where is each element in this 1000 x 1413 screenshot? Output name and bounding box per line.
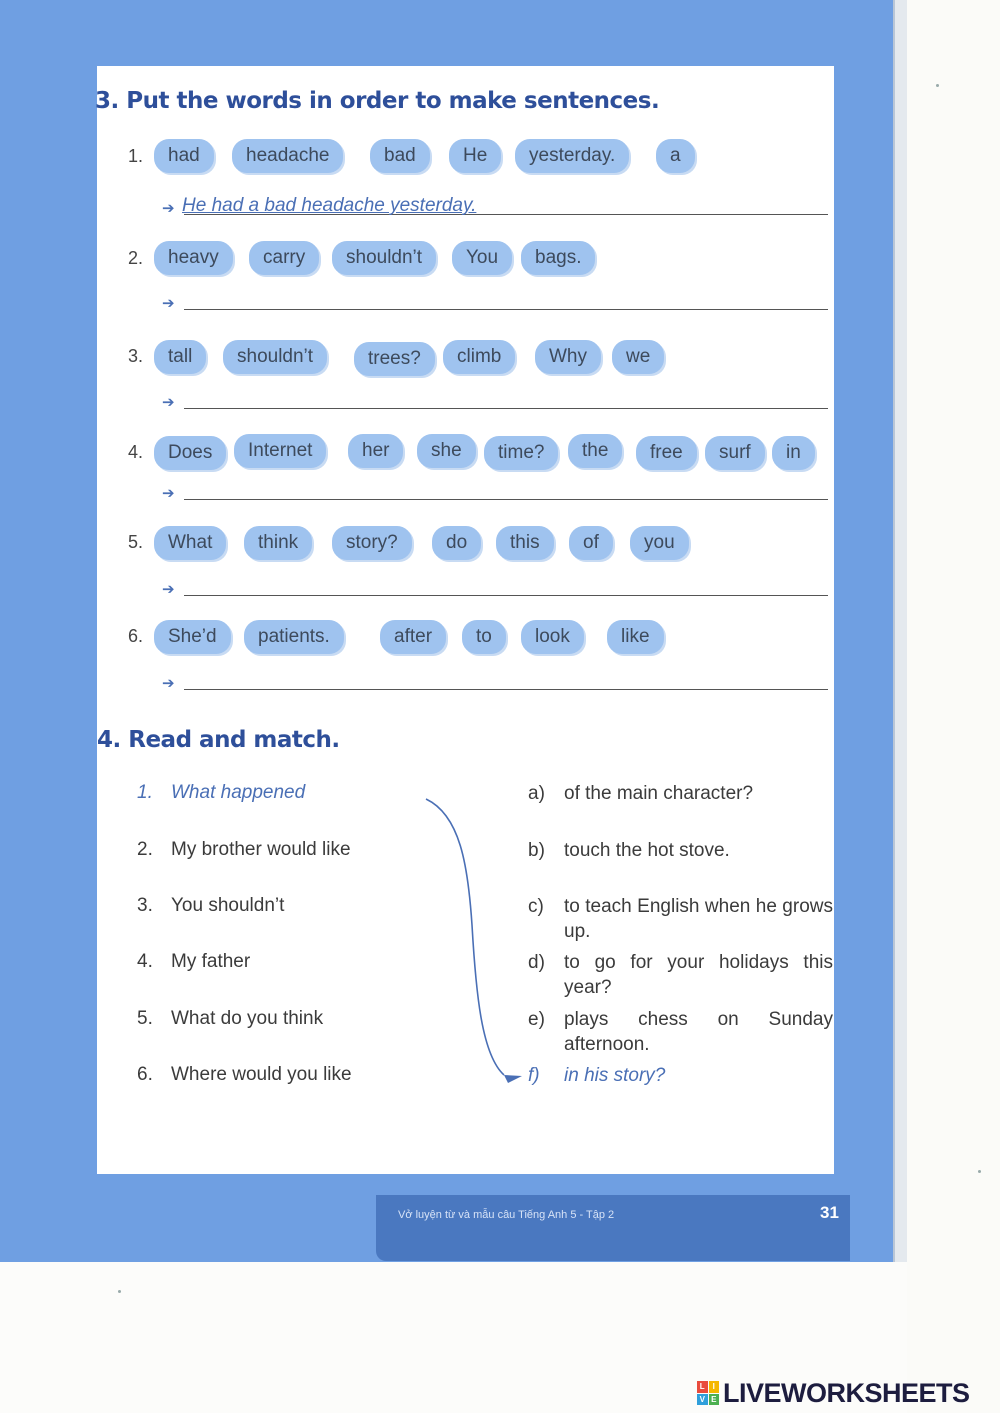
- match-right-item[interactable]: [528, 838, 833, 863]
- match-left-item[interactable]: [137, 839, 351, 861]
- liveworksheets-logo-icon: [697, 1381, 719, 1405]
- word-chip[interactable]: this: [496, 526, 554, 560]
- match-left-number: 3.: [137, 895, 153, 916]
- word-chip[interactable]: a: [656, 139, 695, 173]
- word-chip[interactable]: surf: [705, 436, 765, 470]
- match-right-text: touch the hot stove.: [564, 840, 730, 861]
- logo-letter: E: [709, 1394, 720, 1406]
- word-chip[interactable]: do: [432, 526, 481, 560]
- word-chip[interactable]: shouldn’t: [332, 241, 436, 275]
- word-chip[interactable]: climb: [443, 340, 515, 374]
- word-chip[interactable]: What: [154, 526, 226, 560]
- word-chip[interactable]: you: [630, 526, 689, 560]
- match-right-item[interactable]: [528, 1063, 833, 1088]
- match-left-text: Where would you like: [171, 1064, 352, 1085]
- word-chip[interactable]: Internet: [234, 434, 326, 468]
- match-left-text: My brother would like: [171, 839, 351, 860]
- answer-arrow-icon: ➔: [162, 485, 175, 502]
- match-right-text: in his story?: [564, 1065, 666, 1086]
- match-right-letter: e): [528, 1009, 545, 1030]
- answer-example-text: He had a bad headache yesterday.: [182, 195, 477, 216]
- page-number: 31: [820, 1203, 839, 1222]
- match-right-item[interactable]: [528, 950, 833, 1000]
- match-left-number: 1.: [137, 782, 153, 803]
- word-chip[interactable]: we: [612, 340, 664, 374]
- liveworksheets-brand: [697, 1375, 970, 1411]
- match-left-item[interactable]: [137, 895, 284, 917]
- word-chip[interactable]: free: [636, 436, 697, 470]
- word-chip[interactable]: had: [154, 139, 214, 173]
- word-chip[interactable]: He: [449, 139, 501, 173]
- word-chip[interactable]: she: [417, 434, 476, 468]
- match-left-item[interactable]: [137, 1064, 352, 1086]
- logo-letter: L: [697, 1381, 708, 1393]
- word-chip[interactable]: tall: [154, 340, 206, 374]
- word-chip[interactable]: bad: [370, 139, 430, 173]
- match-right-text: of the main character?: [564, 783, 754, 804]
- word-chip[interactable]: trees?: [354, 342, 435, 376]
- word-chip[interactable]: her: [348, 434, 403, 468]
- section-4-title: 4. Read and match.: [97, 727, 340, 753]
- word-chip[interactable]: yesterday.: [515, 139, 629, 173]
- match-right-letter: c): [528, 896, 544, 917]
- question-1-number: 1.: [128, 146, 144, 166]
- word-chip[interactable]: bags.: [521, 241, 595, 275]
- page-edge: [893, 0, 907, 1262]
- match-right-letter: a): [528, 783, 545, 804]
- match-left-text: What happened: [171, 782, 306, 803]
- question-4-number: 4.: [128, 442, 144, 462]
- answer-input-line[interactable]: [184, 408, 828, 409]
- match-right-item[interactable]: [528, 1007, 833, 1057]
- word-chip[interactable]: patients.: [244, 620, 344, 654]
- word-chip[interactable]: look: [521, 620, 584, 654]
- page-margin-right: [907, 0, 1000, 1413]
- match-right-letter: f): [528, 1065, 540, 1086]
- match-left-number: 4.: [137, 951, 153, 972]
- word-chip[interactable]: after: [380, 620, 446, 654]
- answer-arrow-icon: ➔: [162, 200, 175, 217]
- word-chip[interactable]: to: [462, 620, 506, 654]
- match-right-letter: b): [528, 840, 545, 861]
- word-chip[interactable]: story?: [332, 526, 412, 560]
- word-chip[interactable]: heavy: [154, 241, 233, 275]
- word-chip[interactable]: headache: [232, 139, 343, 173]
- match-left-text: My father: [171, 951, 251, 972]
- match-left-item[interactable]: [137, 782, 305, 804]
- word-chip[interactable]: the: [568, 434, 622, 468]
- answer-arrow-icon: ➔: [162, 581, 175, 598]
- match-right-letter: d): [528, 952, 545, 973]
- match-left-number: 6.: [137, 1064, 153, 1085]
- question-5-number: 5.: [128, 532, 144, 552]
- word-chip[interactable]: shouldn’t: [223, 340, 327, 374]
- scan-speck: [978, 1170, 981, 1173]
- match-right-item[interactable]: [528, 894, 833, 944]
- match-right-text: to teach English when he grows up.: [564, 896, 833, 942]
- answer-arrow-icon: ➔: [162, 295, 175, 312]
- word-chip[interactable]: think: [244, 526, 312, 560]
- answer-input-line[interactable]: [184, 499, 828, 500]
- match-right-text: to go for your holidays this year?: [564, 952, 833, 998]
- match-left-item[interactable]: [137, 951, 250, 973]
- match-right-item[interactable]: [528, 781, 833, 806]
- brand-name: LIVEWORKSHEETS: [723, 1377, 970, 1408]
- match-right-text: plays chess on Sunday afternoon.: [564, 1009, 833, 1055]
- match-left-item[interactable]: [137, 1008, 323, 1030]
- match-left-number: 2.: [137, 839, 153, 860]
- word-chip[interactable]: of: [569, 526, 613, 560]
- scan-speck: [936, 84, 939, 87]
- word-chip[interactable]: in: [772, 436, 815, 470]
- footer-bar: [376, 1195, 850, 1261]
- question-3-number: 3.: [128, 346, 144, 366]
- section-3-title: 3. Put the words in order to make sentences.: [95, 88, 660, 114]
- answer-input-line[interactable]: [184, 595, 828, 596]
- example-match-line: [420, 795, 530, 1085]
- footer-book-title: Vở luyện từ và mẫu câu Tiếng Anh 5 - Tập 2: [398, 1209, 615, 1221]
- scan-speck: [118, 1290, 121, 1293]
- logo-letter: V: [697, 1394, 708, 1406]
- answer-arrow-icon: ➔: [162, 675, 175, 692]
- match-left-number: 5.: [137, 1008, 153, 1029]
- word-chip[interactable]: She’d: [154, 620, 231, 654]
- word-chip[interactable]: time?: [484, 436, 558, 470]
- answer-arrow-icon: ➔: [162, 394, 175, 411]
- word-chip[interactable]: carry: [249, 241, 319, 275]
- logo-letter: I: [709, 1381, 720, 1393]
- question-6-number: 6.: [128, 626, 144, 646]
- answer-input-line[interactable]: [184, 309, 828, 310]
- question-2-number: 2.: [128, 248, 144, 268]
- word-chip[interactable]: like: [607, 620, 664, 654]
- match-left-text: You shouldn’t: [171, 895, 285, 916]
- word-chip[interactable]: Does: [154, 436, 226, 470]
- word-chip[interactable]: Why: [535, 340, 601, 374]
- match-arrowhead-icon: [504, 1075, 522, 1083]
- word-chip[interactable]: You: [452, 241, 512, 275]
- answer-input-line[interactable]: [184, 689, 828, 690]
- match-left-text: What do you think: [171, 1008, 324, 1029]
